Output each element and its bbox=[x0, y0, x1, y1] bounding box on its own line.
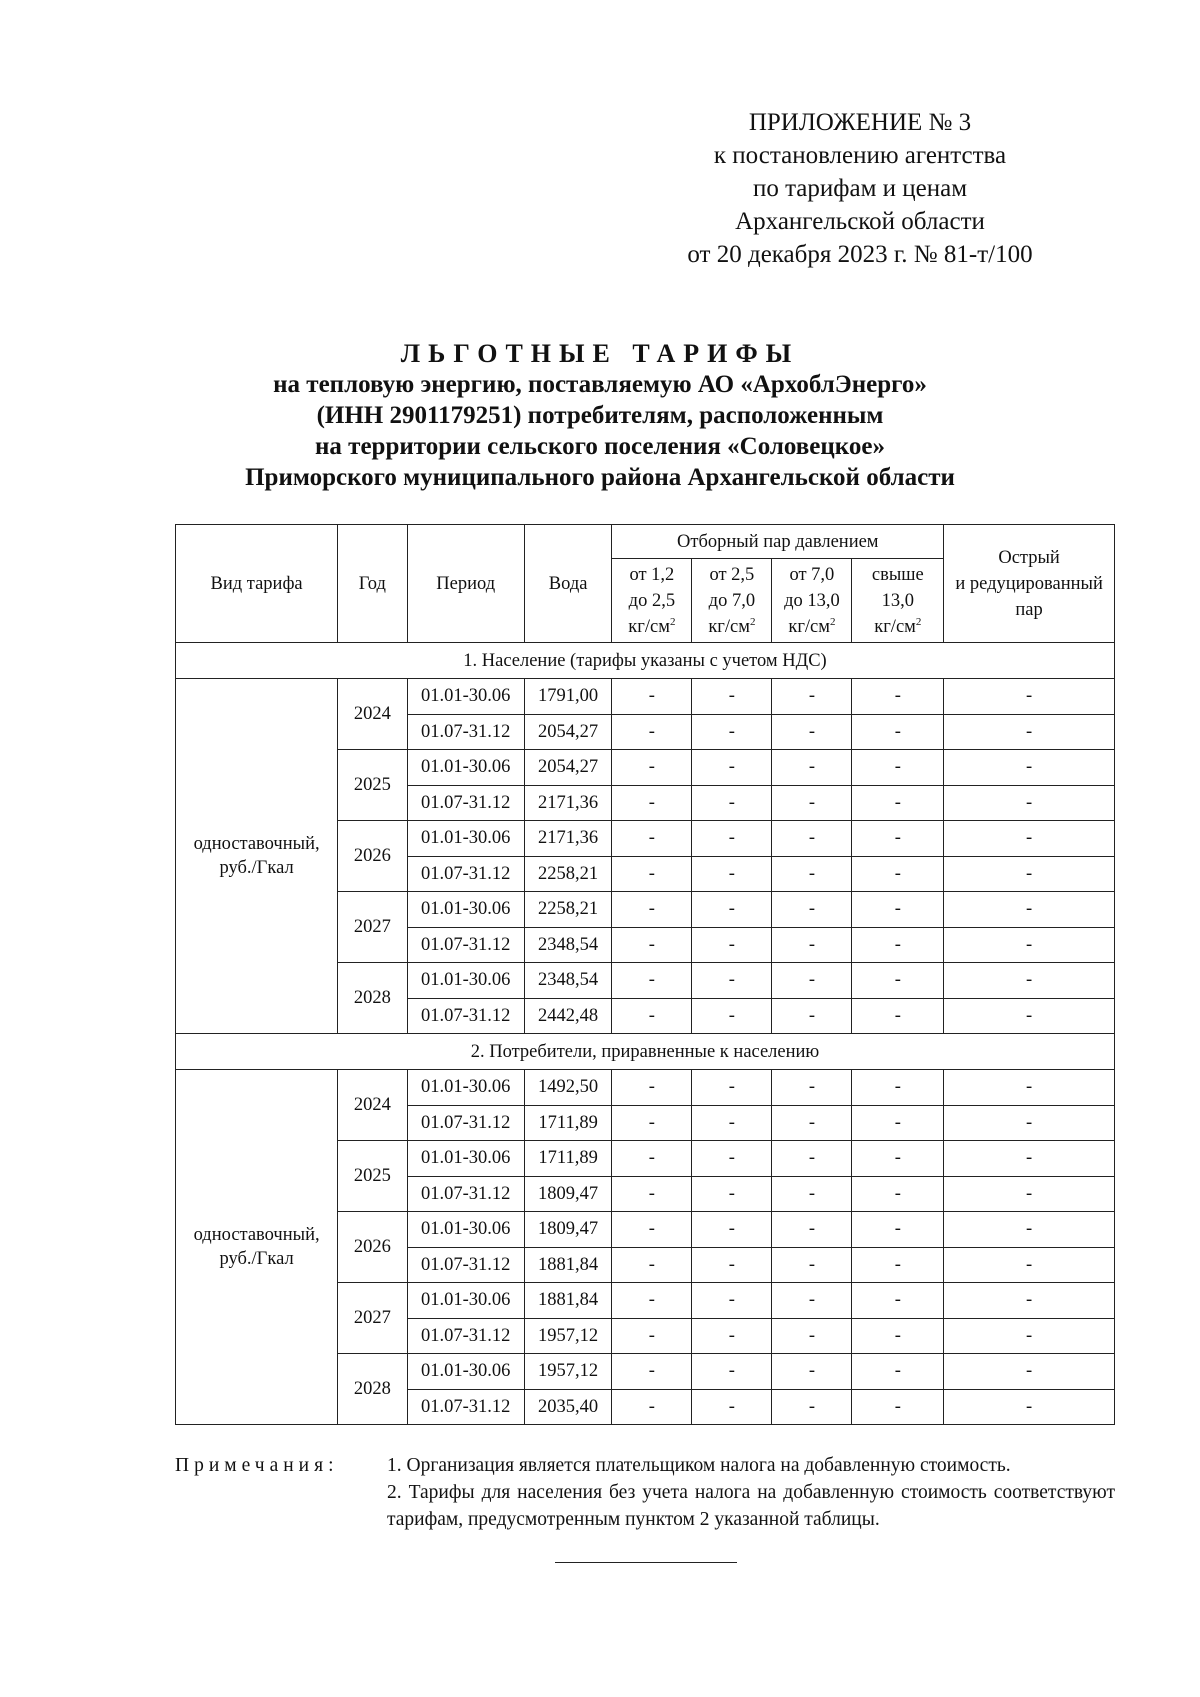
period-cell: 01.01-30.06 bbox=[407, 1141, 524, 1177]
steam-p1-cell: - bbox=[612, 1141, 692, 1177]
sharp-steam-cell: - bbox=[944, 1212, 1115, 1248]
steam-p2-cell: - bbox=[692, 1176, 772, 1212]
water-value-cell: 2171,36 bbox=[524, 785, 611, 821]
steam-p3-cell: - bbox=[772, 1105, 852, 1141]
section-title: 1. Население (тарифы указаны с учетом НДС) bbox=[176, 643, 1115, 679]
appendix-line: от 20 декабря 2023 г. № 81-т/100 bbox=[687, 241, 1033, 268]
steam-p2-cell: - bbox=[692, 1354, 772, 1390]
period-cell: 01.07-31.12 bbox=[407, 998, 524, 1034]
steam-p4-cell: - bbox=[852, 1105, 944, 1141]
sharp-steam-cell: - bbox=[944, 750, 1115, 786]
col-header-year: Год bbox=[338, 525, 407, 643]
steam-p3-cell: - bbox=[772, 1354, 852, 1390]
water-value-cell: 1492,50 bbox=[524, 1070, 611, 1106]
title-line: Приморского муниципального района Архангельской области bbox=[245, 464, 955, 491]
header-text: пар bbox=[1015, 599, 1043, 620]
appendix-header bbox=[650, 106, 1070, 271]
title-heading: ЛЬГОТНЫЕ ТАРИФЫ bbox=[400, 339, 800, 368]
steam-p4-cell: - bbox=[852, 1283, 944, 1319]
steam-p3-cell: - bbox=[772, 679, 852, 715]
title-line: (ИНН 2901179251) потребителям, расположенным bbox=[316, 402, 884, 429]
steam-p4-cell: - bbox=[852, 1247, 944, 1283]
period-cell: 01.01-30.06 bbox=[407, 963, 524, 999]
unit-superscript: 2 bbox=[829, 615, 836, 628]
year-cell: 2025 bbox=[338, 1141, 407, 1212]
col-header-tariff-type: Вид тарифа bbox=[176, 525, 338, 643]
steam-p3-cell: - bbox=[772, 1247, 852, 1283]
water-value-cell: 2171,36 bbox=[524, 821, 611, 857]
sharp-steam-cell: - bbox=[944, 998, 1115, 1034]
sharp-steam-cell: - bbox=[944, 892, 1115, 928]
header-row bbox=[176, 525, 1115, 559]
period-cell: 01.07-31.12 bbox=[407, 1389, 524, 1425]
steam-p4-cell: - bbox=[852, 1070, 944, 1106]
steam-p3-cell: - bbox=[772, 1176, 852, 1212]
period-cell: 01.01-30.06 bbox=[407, 1283, 524, 1319]
year-cell: 2026 bbox=[338, 1212, 407, 1283]
table-row bbox=[176, 679, 1115, 715]
steam-p4-cell: - bbox=[852, 1318, 944, 1354]
steam-p4-cell: - bbox=[852, 750, 944, 786]
water-value-cell: 2054,27 bbox=[524, 750, 611, 786]
steam-p4-cell: - bbox=[852, 679, 944, 715]
header-text: кг/см bbox=[874, 616, 916, 637]
col-header-water: Вода bbox=[524, 525, 611, 643]
col-header-steam-group: Отборный пар давлением bbox=[612, 525, 944, 559]
steam-p1-cell: - bbox=[612, 1247, 692, 1283]
steam-p2-cell: - bbox=[692, 1141, 772, 1177]
sharp-steam-cell: - bbox=[944, 1318, 1115, 1354]
title-line: на тепловую энергию, поставляемую АО «АрхоблЭнерго» bbox=[273, 371, 927, 398]
steam-p3-cell: - bbox=[772, 1283, 852, 1319]
sharp-steam-cell: - bbox=[944, 1176, 1115, 1212]
steam-p3-cell: - bbox=[772, 963, 852, 999]
steam-p1-cell: - bbox=[612, 927, 692, 963]
steam-p4-cell: - bbox=[852, 1389, 944, 1425]
steam-p1-cell: - bbox=[612, 998, 692, 1034]
steam-p3-cell: - bbox=[772, 927, 852, 963]
col-header-pressure-3 bbox=[772, 559, 852, 643]
steam-p2-cell: - bbox=[692, 679, 772, 715]
col-header-pressure-2 bbox=[692, 559, 772, 643]
header-text: свыше bbox=[871, 564, 924, 585]
steam-p1-cell: - bbox=[612, 821, 692, 857]
appendix-line: к постановлению агентства bbox=[713, 142, 1007, 169]
steam-p3-cell: - bbox=[772, 1212, 852, 1248]
steam-p2-cell: - bbox=[692, 963, 772, 999]
water-value-cell: 2442,48 bbox=[524, 998, 611, 1034]
steam-p3-cell: - bbox=[772, 1141, 852, 1177]
sharp-steam-cell: - bbox=[944, 1283, 1115, 1319]
period-cell: 01.07-31.12 bbox=[407, 1105, 524, 1141]
sharp-steam-cell: - bbox=[944, 1389, 1115, 1425]
steam-p4-cell: - bbox=[852, 1176, 944, 1212]
period-cell: 01.07-31.12 bbox=[407, 1247, 524, 1283]
steam-p1-cell: - bbox=[612, 1212, 692, 1248]
header-text: и редуцированный bbox=[955, 573, 1103, 594]
col-header-pressure-4 bbox=[852, 559, 944, 643]
steam-p3-cell: - bbox=[772, 785, 852, 821]
year-cell: 2025 bbox=[338, 750, 407, 821]
sharp-steam-cell: - bbox=[944, 927, 1115, 963]
steam-p4-cell: - bbox=[852, 927, 944, 963]
sharp-steam-cell: - bbox=[944, 821, 1115, 857]
steam-p1-cell: - bbox=[612, 892, 692, 928]
note-item: 1. Организация является плательщиком налога на добавленную стоимость. bbox=[387, 1455, 1011, 1476]
steam-p1-cell: - bbox=[612, 963, 692, 999]
steam-p4-cell: - bbox=[852, 714, 944, 750]
steam-p3-cell: - bbox=[772, 856, 852, 892]
section-row bbox=[176, 1034, 1115, 1070]
steam-p3-cell: - bbox=[772, 1389, 852, 1425]
header-text: от 2,5 bbox=[709, 564, 755, 585]
steam-p1-cell: - bbox=[612, 1283, 692, 1319]
period-cell: 01.01-30.06 bbox=[407, 892, 524, 928]
steam-p4-cell: - bbox=[852, 892, 944, 928]
steam-p2-cell: - bbox=[692, 1389, 772, 1425]
sharp-steam-cell: - bbox=[944, 1354, 1115, 1390]
year-cell: 2024 bbox=[338, 679, 407, 750]
steam-p2-cell: - bbox=[692, 1212, 772, 1248]
steam-p1-cell: - bbox=[612, 750, 692, 786]
period-cell: 01.07-31.12 bbox=[407, 714, 524, 750]
period-cell: 01.07-31.12 bbox=[407, 1176, 524, 1212]
tariff-type-text: одноставочный, bbox=[193, 834, 320, 854]
year-cell: 2024 bbox=[338, 1070, 407, 1141]
steam-p4-cell: - bbox=[852, 856, 944, 892]
sharp-steam-cell: - bbox=[944, 963, 1115, 999]
period-cell: 01.07-31.12 bbox=[407, 1318, 524, 1354]
water-value-cell: 2035,40 bbox=[524, 1389, 611, 1425]
tariff-type-text: одноставочный, bbox=[193, 1225, 320, 1245]
header-text: 13,0 bbox=[881, 590, 914, 611]
year-cell: 2027 bbox=[338, 892, 407, 963]
water-value-cell: 1881,84 bbox=[524, 1247, 611, 1283]
header-text: от 1,2 bbox=[629, 564, 675, 585]
appendix-line: Архангельской области bbox=[735, 208, 985, 235]
unit-superscript: 2 bbox=[669, 615, 676, 628]
period-cell: 01.01-30.06 bbox=[407, 1070, 524, 1106]
steam-p3-cell: - bbox=[772, 1070, 852, 1106]
water-value-cell: 2348,54 bbox=[524, 927, 611, 963]
period-cell: 01.07-31.12 bbox=[407, 927, 524, 963]
col-header-sharp-steam bbox=[944, 525, 1115, 643]
header-text: до 2,5 bbox=[628, 590, 676, 611]
sharp-steam-cell: - bbox=[944, 1247, 1115, 1283]
header-text: до 13,0 bbox=[784, 590, 840, 611]
appendix-line: по тарифам и ценам bbox=[752, 175, 968, 202]
steam-p3-cell: - bbox=[772, 998, 852, 1034]
steam-p2-cell: - bbox=[692, 1247, 772, 1283]
sharp-steam-cell: - bbox=[944, 679, 1115, 715]
water-value-cell: 1881,84 bbox=[524, 1283, 611, 1319]
steam-p4-cell: - bbox=[852, 1354, 944, 1390]
document-title bbox=[0, 338, 1200, 493]
water-value-cell: 1957,12 bbox=[524, 1354, 611, 1390]
tariff-type-text: руб./Гкал bbox=[219, 858, 294, 878]
sharp-steam-cell: - bbox=[944, 1105, 1115, 1141]
sharp-steam-cell: - bbox=[944, 1070, 1115, 1106]
water-value-cell: 1957,12 bbox=[524, 1318, 611, 1354]
tariff-type-cell bbox=[176, 1070, 338, 1425]
unit-superscript: 2 bbox=[749, 615, 756, 628]
water-value-cell: 1711,89 bbox=[524, 1105, 611, 1141]
steam-p2-cell: - bbox=[692, 750, 772, 786]
water-value-cell: 1809,47 bbox=[524, 1212, 611, 1248]
year-cell: 2026 bbox=[338, 821, 407, 892]
section-title: 2. Потребители, приравненные к населению bbox=[176, 1034, 1115, 1070]
steam-p1-cell: - bbox=[612, 1318, 692, 1354]
steam-p3-cell: - bbox=[772, 750, 852, 786]
period-cell: 01.01-30.06 bbox=[407, 821, 524, 857]
title-line: на территории сельского поселения «Соловецкое» bbox=[315, 433, 885, 460]
steam-p4-cell: - bbox=[852, 963, 944, 999]
sharp-steam-cell: - bbox=[944, 714, 1115, 750]
steam-p3-cell: - bbox=[772, 1318, 852, 1354]
note-item: 2. Тарифы для населения без учета налога на добавленную стоимость соответствуют тарифам, предусмотренным пунктом 2 указанной таблицы. bbox=[387, 1482, 1115, 1530]
steam-p1-cell: - bbox=[612, 1354, 692, 1390]
steam-p2-cell: - bbox=[692, 1283, 772, 1319]
year-cell: 2028 bbox=[338, 1354, 407, 1425]
notes-list bbox=[387, 1452, 1115, 1533]
closing-divider bbox=[555, 1562, 737, 1563]
notes-label: Примечания: bbox=[175, 1455, 339, 1476]
steam-p2-cell: - bbox=[692, 892, 772, 928]
steam-p2-cell: - bbox=[692, 927, 772, 963]
tariffs-table bbox=[175, 524, 1115, 1425]
steam-p2-cell: - bbox=[692, 785, 772, 821]
steam-p4-cell: - bbox=[852, 998, 944, 1034]
table-row bbox=[176, 1070, 1115, 1106]
header-text: Острый bbox=[998, 547, 1060, 568]
steam-p1-cell: - bbox=[612, 679, 692, 715]
period-cell: 01.07-31.12 bbox=[407, 856, 524, 892]
sharp-steam-cell: - bbox=[944, 1141, 1115, 1177]
steam-p2-cell: - bbox=[692, 1318, 772, 1354]
sharp-steam-cell: - bbox=[944, 785, 1115, 821]
water-value-cell: 2258,21 bbox=[524, 856, 611, 892]
water-value-cell: 1711,89 bbox=[524, 1141, 611, 1177]
water-value-cell: 1809,47 bbox=[524, 1176, 611, 1212]
tariff-type-text: руб./Гкал bbox=[219, 1249, 294, 1269]
steam-p2-cell: - bbox=[692, 1070, 772, 1106]
steam-p1-cell: - bbox=[612, 1105, 692, 1141]
header-text: от 7,0 bbox=[789, 564, 835, 585]
water-value-cell: 2348,54 bbox=[524, 963, 611, 999]
section-row bbox=[176, 643, 1115, 679]
period-cell: 01.01-30.06 bbox=[407, 1212, 524, 1248]
steam-p1-cell: - bbox=[612, 714, 692, 750]
steam-p3-cell: - bbox=[772, 821, 852, 857]
steam-p2-cell: - bbox=[692, 1105, 772, 1141]
steam-p4-cell: - bbox=[852, 1141, 944, 1177]
sharp-steam-cell: - bbox=[944, 856, 1115, 892]
year-cell: 2027 bbox=[338, 1283, 407, 1354]
steam-p2-cell: - bbox=[692, 856, 772, 892]
steam-p2-cell: - bbox=[692, 998, 772, 1034]
steam-p4-cell: - bbox=[852, 821, 944, 857]
water-value-cell: 1791,00 bbox=[524, 679, 611, 715]
steam-p3-cell: - bbox=[772, 714, 852, 750]
steam-p1-cell: - bbox=[612, 1070, 692, 1106]
tariff-type-cell bbox=[176, 679, 338, 1034]
steam-p1-cell: - bbox=[612, 856, 692, 892]
water-value-cell: 2054,27 bbox=[524, 714, 611, 750]
header-text: кг/см bbox=[708, 616, 750, 637]
steam-p1-cell: - bbox=[612, 1389, 692, 1425]
period-cell: 01.01-30.06 bbox=[407, 1354, 524, 1390]
header-text: до 7,0 bbox=[708, 590, 756, 611]
appendix-line: ПРИЛОЖЕНИЕ № 3 bbox=[748, 109, 972, 136]
header-text: кг/см bbox=[788, 616, 830, 637]
col-header-pressure-1 bbox=[612, 559, 692, 643]
steam-p2-cell: - bbox=[692, 821, 772, 857]
steam-p3-cell: - bbox=[772, 892, 852, 928]
period-cell: 01.01-30.06 bbox=[407, 679, 524, 715]
col-header-period: Период bbox=[407, 525, 524, 643]
steam-p1-cell: - bbox=[612, 785, 692, 821]
steam-p1-cell: - bbox=[612, 1176, 692, 1212]
year-cell: 2028 bbox=[338, 963, 407, 1034]
steam-p4-cell: - bbox=[852, 785, 944, 821]
steam-p4-cell: - bbox=[852, 1212, 944, 1248]
water-value-cell: 2258,21 bbox=[524, 892, 611, 928]
steam-p2-cell: - bbox=[692, 714, 772, 750]
unit-superscript: 2 bbox=[915, 615, 922, 628]
header-text: кг/см bbox=[628, 616, 670, 637]
period-cell: 01.01-30.06 bbox=[407, 750, 524, 786]
period-cell: 01.07-31.12 bbox=[407, 785, 524, 821]
